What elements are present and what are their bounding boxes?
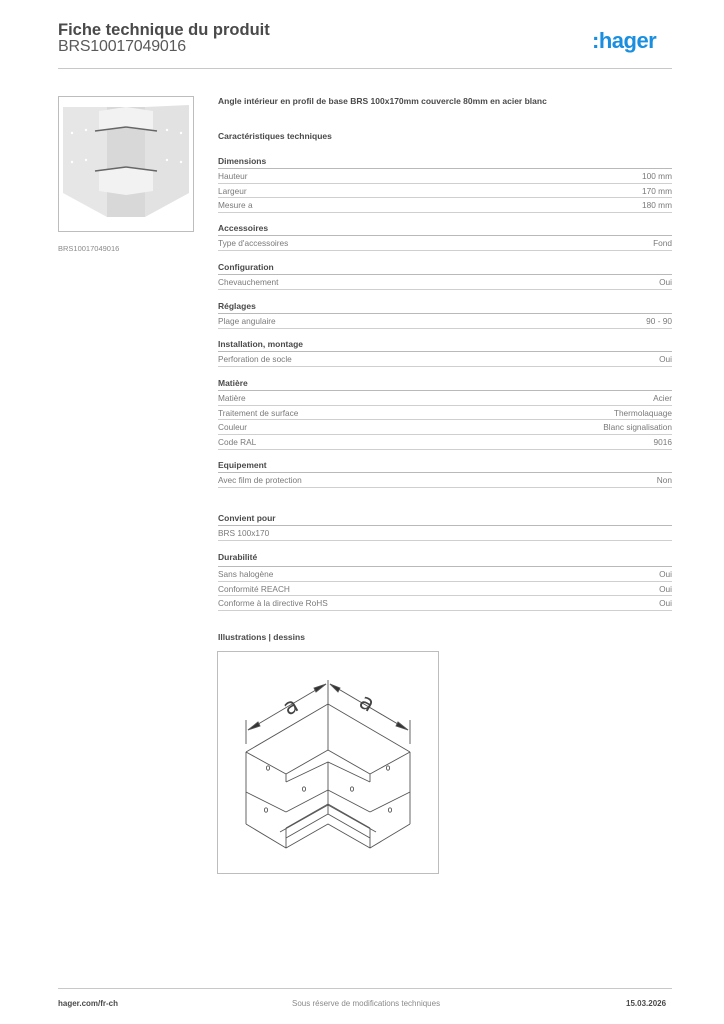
specs-heading: Caractéristiques techniques xyxy=(218,131,332,141)
section-title: Durabilité xyxy=(218,551,672,567)
spec-value: Oui xyxy=(659,583,672,594)
spec-label: Type d'accessoires xyxy=(218,238,289,248)
spec-label: Largeur xyxy=(218,185,247,196)
spec-value: Oui xyxy=(659,569,672,579)
spec-label: Hauteur xyxy=(218,171,248,181)
section-title: Equipement xyxy=(218,459,672,473)
inner-angle-drawing-icon xyxy=(218,652,438,873)
spec-section-dimensions xyxy=(218,155,672,213)
footer-notice: Sous réserve de modifications techniques xyxy=(292,999,441,1008)
spec-value: Oui xyxy=(659,277,672,287)
spec-label: BRS 100x170 xyxy=(218,528,270,538)
section-title: Installation, montage xyxy=(218,338,672,352)
spec-value: Fond xyxy=(653,238,672,248)
spec-label: Perforation de socle xyxy=(218,354,292,364)
page-title: Fiche technique du produit xyxy=(58,21,270,39)
spec-value: Acier xyxy=(653,393,672,403)
spec-section-accessoires xyxy=(218,222,672,251)
spec-label: Sans halogène xyxy=(218,569,274,579)
spec-section-configuration xyxy=(218,261,672,290)
spec-value: Oui xyxy=(659,598,672,609)
product-photo xyxy=(58,96,194,232)
spec-label: Couleur xyxy=(218,422,248,433)
product-reference: BRS10017049016 xyxy=(58,38,186,55)
spec-row xyxy=(218,406,672,421)
section-title: Dimensions xyxy=(218,155,672,169)
section-title: Configuration xyxy=(218,261,672,275)
spec-row xyxy=(218,314,672,329)
spec-row xyxy=(218,567,672,582)
footer-website-link[interactable]: hager.com/fr-ch xyxy=(58,999,119,1008)
spec-value: 90 - 90 xyxy=(646,316,672,326)
spec-row xyxy=(218,275,672,290)
spec-value: Blanc signalisation xyxy=(603,422,672,433)
illustrations-heading: Illustrations | dessins xyxy=(218,632,305,642)
product-description: Angle intérieur en profil de base BRS 100x170mm couvercle 80mm en acier blanc xyxy=(218,96,547,106)
spec-section-durabilite xyxy=(218,551,672,611)
section-title: Accessoires xyxy=(218,222,672,236)
product-photo-inner-angle-icon xyxy=(59,97,193,231)
spec-label: Traitement de surface xyxy=(218,407,299,418)
spec-section-reglages xyxy=(218,300,672,329)
section-title: Réglages xyxy=(218,300,672,314)
spec-section-installation xyxy=(218,338,672,367)
spec-row xyxy=(218,582,672,597)
spec-label: Mesure a xyxy=(218,200,253,211)
spec-value: Thermolaquage xyxy=(613,407,672,418)
spec-row xyxy=(218,435,672,450)
footer-divider xyxy=(58,988,672,989)
spec-row xyxy=(218,420,672,435)
spec-row xyxy=(218,352,672,367)
spec-label: Chevauchement xyxy=(218,277,279,287)
spec-row xyxy=(218,236,672,251)
spec-label: Code RAL xyxy=(218,437,257,448)
dimension-label-a: a xyxy=(354,689,379,718)
spec-value: Non xyxy=(656,475,672,485)
spec-value: Oui xyxy=(659,354,672,364)
spec-label: Plage angulaire xyxy=(218,316,276,326)
header-divider xyxy=(58,68,672,69)
spec-label: Conforme à la directive RoHS xyxy=(218,598,328,609)
spec-label: Conformité REACH xyxy=(218,583,290,594)
section-title: Convient pour xyxy=(218,512,672,526)
spec-value: 100 mm xyxy=(642,171,672,181)
spec-row xyxy=(218,391,672,406)
spec-row xyxy=(218,473,672,488)
spec-section-matiere xyxy=(218,377,672,450)
spec-value: 170 mm xyxy=(642,185,672,196)
spec-row xyxy=(218,198,672,213)
spec-row xyxy=(218,169,672,184)
spec-value: 180 mm xyxy=(642,200,672,211)
spec-label: Matière xyxy=(218,393,246,403)
spec-row xyxy=(218,596,672,611)
spec-value: 9016 xyxy=(653,437,672,448)
section-title: Matière xyxy=(218,377,672,391)
product-image-caption: BRS10017049016 xyxy=(58,244,120,253)
dimension-label-a: a xyxy=(278,692,303,722)
spec-section-convient-pour xyxy=(218,512,672,541)
spec-section-equipement xyxy=(218,459,672,488)
hager-logo: :hager xyxy=(592,28,657,53)
spec-row xyxy=(218,526,672,541)
spec-row xyxy=(218,184,672,199)
spec-label: Avec film de protection xyxy=(218,475,302,485)
technical-drawing xyxy=(217,651,439,874)
footer-date: 15.03.2026 xyxy=(626,999,667,1008)
